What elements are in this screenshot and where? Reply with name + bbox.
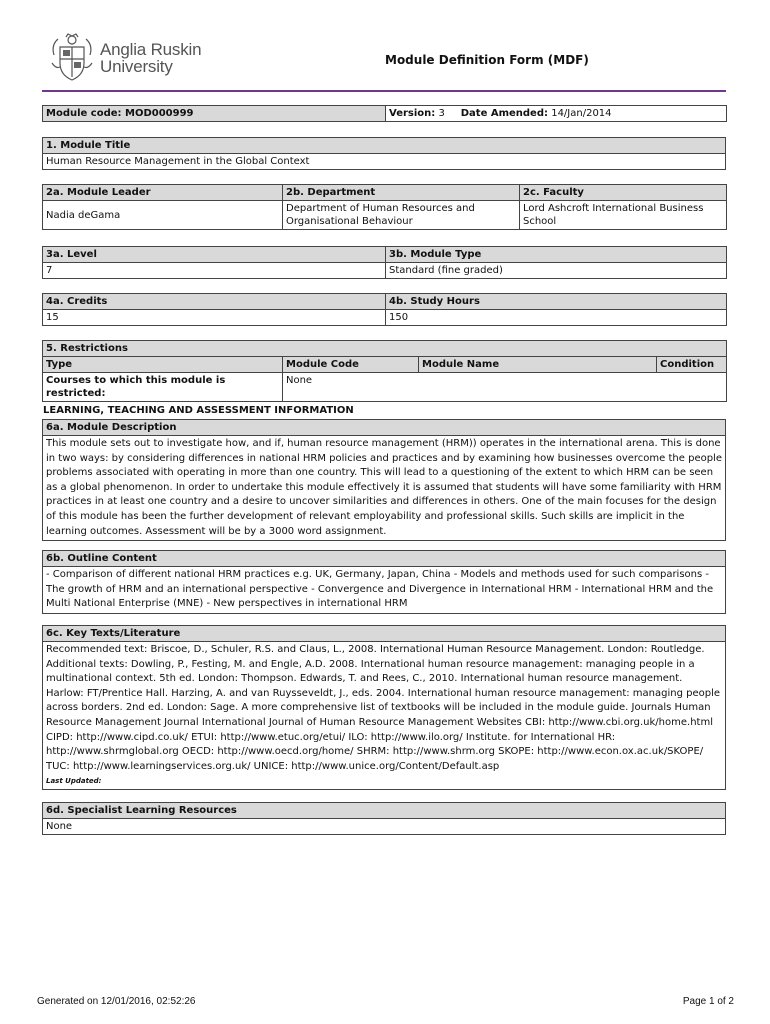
page-number: Page 1 of 2 bbox=[682, 996, 734, 1007]
module-leader-heading: 2a. Module Leader bbox=[43, 185, 283, 201]
logo-line-1: Anglia Ruskin bbox=[100, 40, 202, 59]
lta-section-heading: LEARNING, TEACHING AND ASSESSMENT INFORMATION bbox=[43, 405, 354, 416]
credits-heading: 4a. Credits bbox=[43, 294, 386, 310]
outline-content-heading: 6b. Outline Content bbox=[43, 551, 726, 567]
module-type-value: Standard (fine graded) bbox=[386, 263, 727, 279]
study-hours-heading: 4b. Study Hours bbox=[386, 294, 727, 310]
header-divider bbox=[42, 90, 726, 92]
learning-resources-value: None bbox=[43, 819, 726, 835]
logo-line-2: University bbox=[100, 57, 173, 76]
level-heading: 3a. Level bbox=[43, 247, 386, 263]
module-leader-value: Nadia deGama bbox=[43, 201, 283, 230]
module-description-text: This module sets out to investigate how, and if, human resource management (HRM)) operates in the international arena. This is done in two ways: by considering differences in national HRM policies and practices and by examining how businesses overcome the people problems associated with operating in more than one country. This will lead to a questioning of the extent to which HRM can be seen as a global phenomenon. In order to undertake this module effectively it is assumed that students will have some familiarity with HRM practices in at least one country and a desire to uncover similarities and differences in others. One of the main focuses for the design of this module has been the further development of relevant employability and professional skills. Such skills are implicit in the learning outcomes. Assessment will be by a 3000 word assignment. bbox=[43, 436, 726, 541]
version-label: Version: bbox=[389, 108, 436, 119]
credits-table bbox=[42, 293, 727, 326]
col-type: Type bbox=[43, 357, 283, 373]
restrictions-table bbox=[42, 340, 727, 402]
col-condition: Condition bbox=[657, 357, 727, 373]
module-code-value: MOD000999 bbox=[125, 108, 194, 119]
key-texts-text bbox=[43, 642, 726, 790]
module-description-heading: 6a. Module Description bbox=[43, 420, 726, 436]
outline-content-text: - Comparison of different national HRM practices e.g. UK, Germany, Japan, China - Models and methods used for such comparisons - The growth of HRM and an international perspective - Convergence and Divergence in International HRM - International HRM and the Multi National Enterprise (MNE) - New perspectives in international HRM bbox=[43, 567, 726, 614]
university-logo bbox=[50, 33, 210, 85]
module-code-label: Module code: bbox=[46, 108, 122, 119]
date-amended-label: Date Amended: bbox=[460, 108, 549, 119]
department-value: Department of Human Resources and Organisational Behaviour bbox=[283, 201, 520, 230]
module-description-table bbox=[42, 419, 726, 541]
module-leader-table bbox=[42, 184, 727, 230]
logo-wordmark bbox=[100, 41, 201, 75]
date-amended-value: 14/Jan/2014 bbox=[551, 108, 612, 119]
key-texts-body: Recommended text: Briscoe, D., Schuler, R.S. and Claus, L., 2008. International Human Resource Management. London: Routledge. Additional texts: Dowling, P., Festing, M. and Engle, A.D. 2008. International human resource management: managing people in a multinational context. 5th ed. London: Thompson. Edwards, T. and Rees, C., 2010. International human resource management. Harlow: FT/Prentice Hall. Harzing, A. and van Ruysseveldt, J., eds. 2004. International human resource management: managing people across borders. 2nd ed. London: Sage. A more comprehensive list of textbooks will be included in the module guide. Journals Human Resource Management Journal International Journal of Human Resource Management Websites CBI: http://www.cbi.org.uk/home.html CIPD: http://www.cipd.co.uk/ ETUI: http://www.etuc.org/etui/ ILO: http://www.ilo.org/ Institute. for International HR: http://www.shrmglobal.org OECD: http://www.oecd.org/home/ SHRM: http://www.shrm.org SKOPE: http://www.econ.ox.ac.uk/SKOPE/ TUC: http://www.learningservices.org.uk/ UNICE: http://www.unice.org/Content/Default.asp bbox=[46, 644, 721, 772]
restriction-row-value: None bbox=[283, 373, 727, 402]
module-code-cell bbox=[43, 106, 386, 122]
restrictions-heading: 5. Restrictions bbox=[43, 341, 727, 357]
key-texts-table bbox=[42, 625, 726, 790]
module-info-table bbox=[42, 105, 727, 122]
col-module-name: Module Name bbox=[419, 357, 657, 373]
department-heading: 2b. Department bbox=[283, 185, 520, 201]
credits-value: 15 bbox=[43, 310, 386, 326]
learning-resources-heading: 6d. Specialist Learning Resources bbox=[43, 803, 726, 819]
restriction-row-label: Courses to which this module is restricted: bbox=[43, 373, 283, 402]
module-title-heading: 1. Module Title bbox=[43, 138, 726, 154]
col-module-code: Module Code bbox=[283, 357, 419, 373]
module-title-table bbox=[42, 137, 726, 170]
module-type-heading: 3b. Module Type bbox=[386, 247, 727, 263]
key-texts-heading: 6c. Key Texts/Literature bbox=[43, 626, 726, 642]
faculty-value: Lord Ashcroft International Business School bbox=[520, 201, 727, 230]
module-title-value: Human Resource Management in the Global Context bbox=[43, 154, 726, 170]
faculty-heading: 2c. Faculty bbox=[520, 185, 727, 201]
learning-resources-table bbox=[42, 802, 726, 835]
last-updated-label: Last Updated: bbox=[46, 777, 102, 786]
form-title: Module Definition Form (MDF) bbox=[385, 53, 589, 67]
study-hours-value: 150 bbox=[386, 310, 727, 326]
level-value: 7 bbox=[43, 263, 386, 279]
version-value: 3 bbox=[438, 108, 445, 119]
generated-timestamp: Generated on 12/01/2016, 02:52:26 bbox=[37, 996, 196, 1007]
version-cell bbox=[386, 106, 727, 122]
level-table bbox=[42, 246, 727, 279]
outline-content-table bbox=[42, 550, 726, 614]
crest-icon bbox=[50, 33, 94, 83]
